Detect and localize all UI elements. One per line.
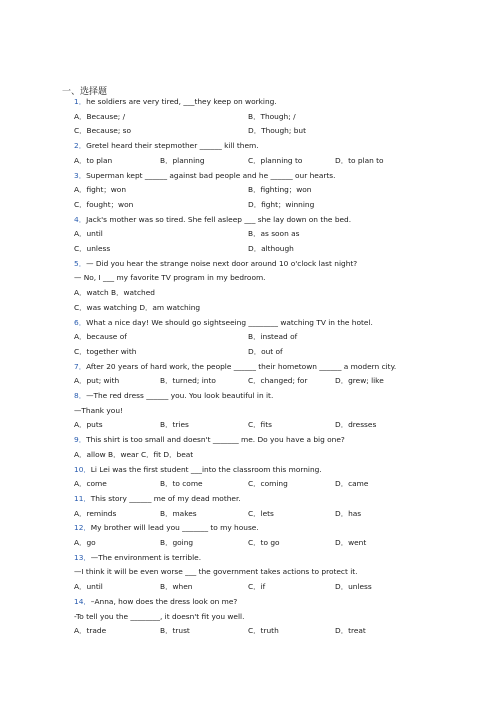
answer-option: A．until — [74, 229, 103, 239]
question-number: 13． — [74, 552, 91, 562]
answer-option: B．going — [160, 538, 194, 547]
answer-option: B．turned; into — [160, 376, 216, 386]
answer-option: C．truth — [248, 626, 279, 636]
answer-option: A．come — [74, 479, 107, 489]
answer-option: D．went — [335, 538, 367, 547]
answer-option: C．fits — [248, 420, 272, 430]
answer-option: C．changed; for — [248, 376, 308, 386]
question-text-line2: —Thank you! — [74, 405, 123, 415]
question-text: Superman kept ______ against bad people and he ______ our hearts. — [86, 170, 336, 180]
question-stem — [74, 465, 322, 475]
answer-option: C．to go — [248, 538, 280, 547]
question-text: —The environment is terrible. — [90, 552, 202, 562]
answer-option: D．unless — [335, 582, 372, 592]
question-number: 12． — [74, 523, 91, 533]
question-stem — [74, 171, 336, 181]
question-stem — [74, 362, 396, 372]
answer-option: A．Because; / — [74, 111, 126, 121]
question-stem — [74, 597, 237, 607]
answer-option: D．Though; but — [248, 126, 306, 136]
question-stem — [74, 391, 273, 401]
question-text-line2: —I think it will be even worse ___ the government takes actions to protect it. — [74, 567, 358, 577]
answer-option: B．planning — [160, 155, 205, 165]
answer-option: C．unless — [74, 244, 111, 253]
question-stem — [74, 318, 373, 328]
answer-option: A．fight；won — [74, 185, 127, 195]
answer-option: D．grew; like — [335, 376, 384, 386]
answer-option: C．fought；won — [74, 199, 134, 209]
answer-option: C．together with — [74, 346, 137, 356]
question-text: Gretel heard their stepmother ______ kill them. — [86, 141, 259, 151]
question-number: 14． — [74, 596, 91, 606]
question-number: 11． — [74, 493, 91, 503]
question-text: Jack's mother was so tired. She fell asleep ___ she lay down on the bed. — [86, 214, 352, 224]
answer-option: D．although — [248, 244, 294, 253]
question-number: 8． — [74, 391, 87, 400]
question-text: What a nice day! We should go sightseeing ________ watching TV in the hotel. — [86, 317, 373, 327]
answer-option: B．trust — [160, 626, 190, 636]
answer-option: C．if — [248, 582, 266, 592]
answer-option: B．Though; / — [248, 111, 296, 121]
question-text-line2: — No, I ___ my favorite TV program in my bedroom. — [74, 273, 266, 283]
answer-option: D．out of — [248, 346, 283, 356]
question-text: This story ______ me of my dead mother. — [90, 493, 241, 503]
question-number: 5． — [74, 258, 87, 268]
answer-option: B．tries — [160, 420, 189, 430]
question-stem — [74, 215, 351, 225]
question-number: 10． — [74, 464, 91, 474]
question-stem — [74, 259, 357, 269]
question-number: 1． — [74, 97, 87, 106]
question-number: 3． — [74, 170, 87, 180]
answer-option: D．treat — [335, 626, 366, 636]
question-text: —The red dress ______ you. You look beautiful in it. — [86, 391, 274, 400]
answer-option: B．as soon as — [248, 229, 300, 239]
question-stem — [74, 141, 259, 151]
answer-option: A．watch B．watched — [74, 288, 155, 298]
answer-option: B．to come — [160, 479, 203, 489]
answer-option: B．fighting；won — [248, 185, 312, 195]
answer-option: C．lets — [248, 508, 274, 518]
answer-option: A．reminds — [74, 508, 117, 518]
question-text: he soldiers are very tired, ___they keep on working. — [86, 97, 277, 106]
question-stem — [74, 553, 201, 563]
answer-option: D．dresses — [335, 420, 377, 430]
answer-option: B．instead of — [248, 332, 298, 342]
section-title: 一、选择题 — [62, 87, 108, 97]
question-stem — [74, 435, 345, 445]
question-text: This shirt is too small and doesn't _______ me. Do you have a big one? — [86, 435, 345, 445]
question-stem — [74, 523, 259, 533]
question-text: After 20 years of hard work, the people ______ their hometown ______ a modern city. — [86, 361, 397, 371]
answer-option: C．was watching D．am watching — [74, 302, 201, 312]
question-number: 6． — [74, 317, 87, 327]
question-text: My brother will lead you _______ to my house. — [90, 523, 259, 533]
question-number: 9． — [74, 435, 87, 445]
question-text: — Did you hear the strange noise next door around 10 o'clock last night? — [86, 258, 358, 268]
question-text: –Anna, how does the dress look on me? — [90, 596, 238, 606]
answer-option: D．to plan to — [335, 155, 384, 165]
answer-option: C．Because; so — [74, 126, 132, 136]
answer-option: B．when — [160, 582, 193, 592]
answer-option: D．has — [335, 508, 362, 518]
question-number: 2． — [74, 141, 87, 151]
answer-option: A．to plan — [74, 155, 113, 165]
question-number: 4． — [74, 214, 87, 224]
question-text: Li Lei was the first student ___into the classroom this morning. — [90, 464, 322, 474]
answer-option: A．put; with — [74, 376, 120, 386]
question-stem — [74, 494, 241, 504]
answer-option: D．came — [335, 479, 369, 489]
answer-option: A．go — [74, 538, 96, 547]
question-stem — [74, 97, 277, 107]
answer-option: A．trade — [74, 626, 107, 636]
answer-option: A．until — [74, 582, 103, 592]
answer-option: B．makes — [160, 508, 197, 518]
question-number: 7． — [74, 361, 87, 371]
question-text-line2: -To tell you the ________, it doesn't fit you well. — [74, 611, 245, 621]
answer-option: A．puts — [74, 420, 103, 430]
answer-option: A．because of — [74, 332, 127, 342]
answer-option: A．allow B．wear C．fit D．beat — [74, 449, 194, 459]
answer-option: C．coming — [248, 479, 288, 489]
answer-option: D．fight；winning — [248, 199, 315, 209]
answer-option: C．planning to — [248, 155, 303, 165]
